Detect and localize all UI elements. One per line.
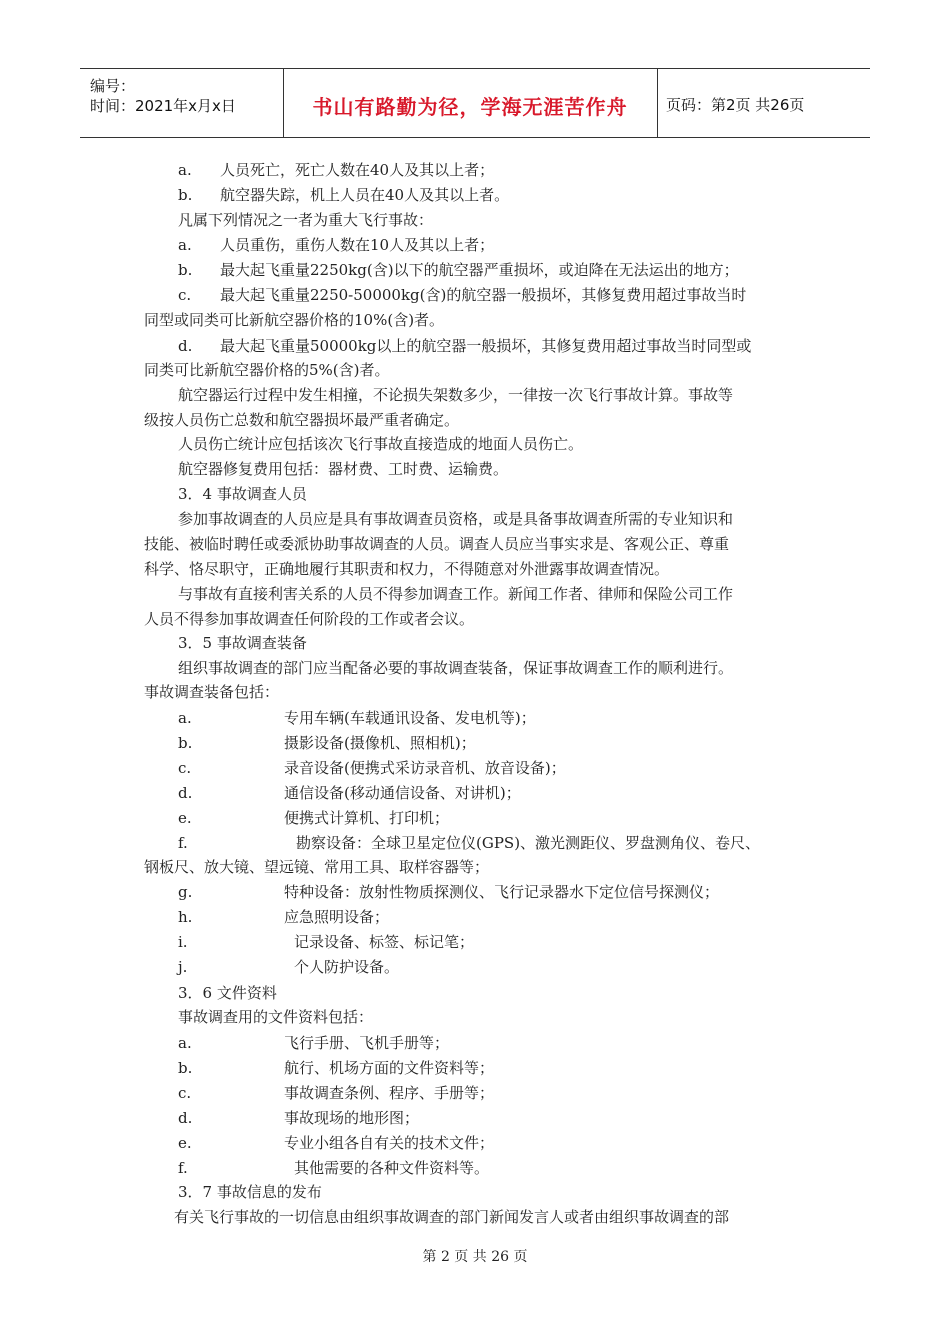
list-label: b. [178, 261, 193, 279]
list-label: h. [178, 908, 193, 926]
list-label: f. [178, 834, 188, 852]
list-label: c. [178, 286, 192, 304]
line-text: 飞行手册、飞机手册等； [284, 1034, 450, 1052]
line-text: 3．6 文件资料 [178, 984, 277, 1002]
line-text: 3．5 事故调查装备 [178, 634, 307, 652]
line-text: 3．7 事故信息的发布 [178, 1183, 322, 1201]
list-label: d. [178, 784, 193, 802]
list-label: g. [178, 883, 193, 901]
line-text: 钢板尺、放大镜、望远镜、常用工具、取样容器等； [144, 858, 490, 876]
list-label: b. [178, 186, 193, 204]
line-text: 特种设备：放射性物质探测仪、飞行记录器水下定位信号探测仪； [284, 883, 720, 901]
line-text: 事故调查条例、程序、手册等； [284, 1084, 495, 1102]
header-motto-cell [283, 69, 658, 137]
line-text: 3．4 事故调查人员 [178, 485, 307, 503]
line-text: 通信设备(移动通信设备、对讲机)； [284, 784, 521, 802]
line-text: 事故调查装备包括： [144, 683, 280, 701]
list-label: b. [178, 734, 193, 752]
line-text: 科学、恪尽职守，正确地履行其职责和权力，不得随意对外泄露事故调查情况。 [144, 560, 670, 578]
line-text: 人员死亡，死亡人数在40人及其以上者； [220, 161, 495, 179]
line-text: 航空器失踪，机上人员在40人及其以上者。 [220, 186, 510, 204]
line-text: 录音设备(便携式采访录音机、放音设备)； [284, 759, 566, 777]
list-label: a. [178, 161, 192, 179]
line-text: 航空器运行过程中发生相撞，不论损失架数多少，一律按一次飞行事故计算。事故等 [178, 386, 734, 404]
line-text: 技能、被临时聘任或委派协助事故调查的人员。调查人员应当事实求是、客观公正、尊重 [144, 535, 730, 553]
list-label: a. [178, 709, 192, 727]
list-label: c. [178, 759, 192, 777]
line-text: 人员伤亡统计应包括该次飞行事故直接造成的地面人员伤亡。 [178, 435, 584, 453]
list-label: j. [178, 958, 188, 976]
line-text: 同类可比新航空器价格的5%(含)者。 [144, 361, 390, 379]
header-meta [80, 69, 284, 137]
line-text: 航空器修复费用包括：器材费、工时费、运输费。 [178, 460, 509, 478]
list-label: i. [178, 933, 188, 951]
line-text: 最大起飞重量2250kg(含)以下的航空器严重损坏，或迫降在无法运出的地方； [220, 261, 739, 279]
document-number-label: 编号： [90, 77, 136, 95]
list-label: c. [178, 1084, 192, 1102]
line-text: 摄影设备(摄像机、照相机)； [284, 734, 476, 752]
line-text: 专业小组各自有关的技术文件； [284, 1134, 495, 1152]
line-text: 便携式计算机、打印机； [284, 809, 450, 827]
line-text: 凡属下列情况之一者为重大飞行事故： [178, 211, 434, 229]
line-text: 同型或同类可比新航空器价格的10%(含)者。 [144, 311, 445, 329]
list-label: a. [178, 236, 192, 254]
list-label: b. [178, 1059, 193, 1077]
header-motto: 书山有路勤为径，学海无涯苦作舟 [312, 95, 628, 119]
page-header [80, 68, 870, 138]
list-label: e. [178, 1134, 192, 1152]
line-text: 记录设备、标签、标记笔； [294, 933, 475, 951]
list-label: e. [178, 809, 192, 827]
line-text: 最大起飞重量50000kg以上的航空器一般损坏，其修复费用超过事故当时同型或 [220, 337, 752, 355]
line-text: 人员不得参加事故调查任何阶段的工作或者会议。 [144, 610, 475, 628]
line-text: 其他需要的各种文件资料等。 [294, 1159, 490, 1177]
header-page-cell [657, 69, 870, 137]
list-label: f. [178, 1159, 188, 1177]
list-label: a. [178, 1034, 192, 1052]
list-label: d. [178, 337, 193, 355]
line-text: 航行、机场方面的文件资料等； [284, 1059, 495, 1077]
line-text: 组织事故调查的部门应当配备必要的事故调查装备，保证事故调查工作的顺利进行。 [178, 659, 734, 677]
line-text: 人员重伤，重伤人数在10人及其以上者； [220, 236, 495, 254]
line-text: 事故现场的地形图； [284, 1109, 420, 1127]
document-date-label: 时间：2021年x月x日 [90, 97, 236, 115]
page-footer: 第 2 页 共 26 页 [422, 1249, 528, 1265]
line-text: 级按人员伤亡总数和航空器损坏最严重者确定。 [144, 411, 460, 429]
list-label: d. [178, 1109, 193, 1127]
line-text: 事故调查用的文件资料包括： [178, 1008, 374, 1026]
line-text: 勘察设备：全球卫星定位仪(GPS)、激光测距仪、罗盘测角仪、卷尺、 [296, 834, 761, 852]
line-text: 应急照明设备； [284, 908, 390, 926]
line-text: 最大起飞重量2250-50000kg(含)的航空器一般损坏，其修复费用超过事故当时 [220, 286, 747, 304]
line-text: 个人防护设备。 [294, 958, 400, 976]
line-text: 参加事故调查的人员应是具有事故调查员资格，或是具备事故调查所需的专业知识和 [178, 510, 734, 528]
line-text: 与事故有直接利害关系的人员不得参加调查工作。新闻工作者、律师和保险公司工作 [178, 585, 734, 603]
line-text: 专用车辆(车载通讯设备、发电机等)； [284, 709, 536, 727]
line-text: 有关飞行事故的一切信息由组织事故调查的部门新闻发言人或者由组织事故调查的部 [174, 1208, 730, 1226]
header-page-info: 页码：第2页 共26页 [666, 96, 805, 114]
